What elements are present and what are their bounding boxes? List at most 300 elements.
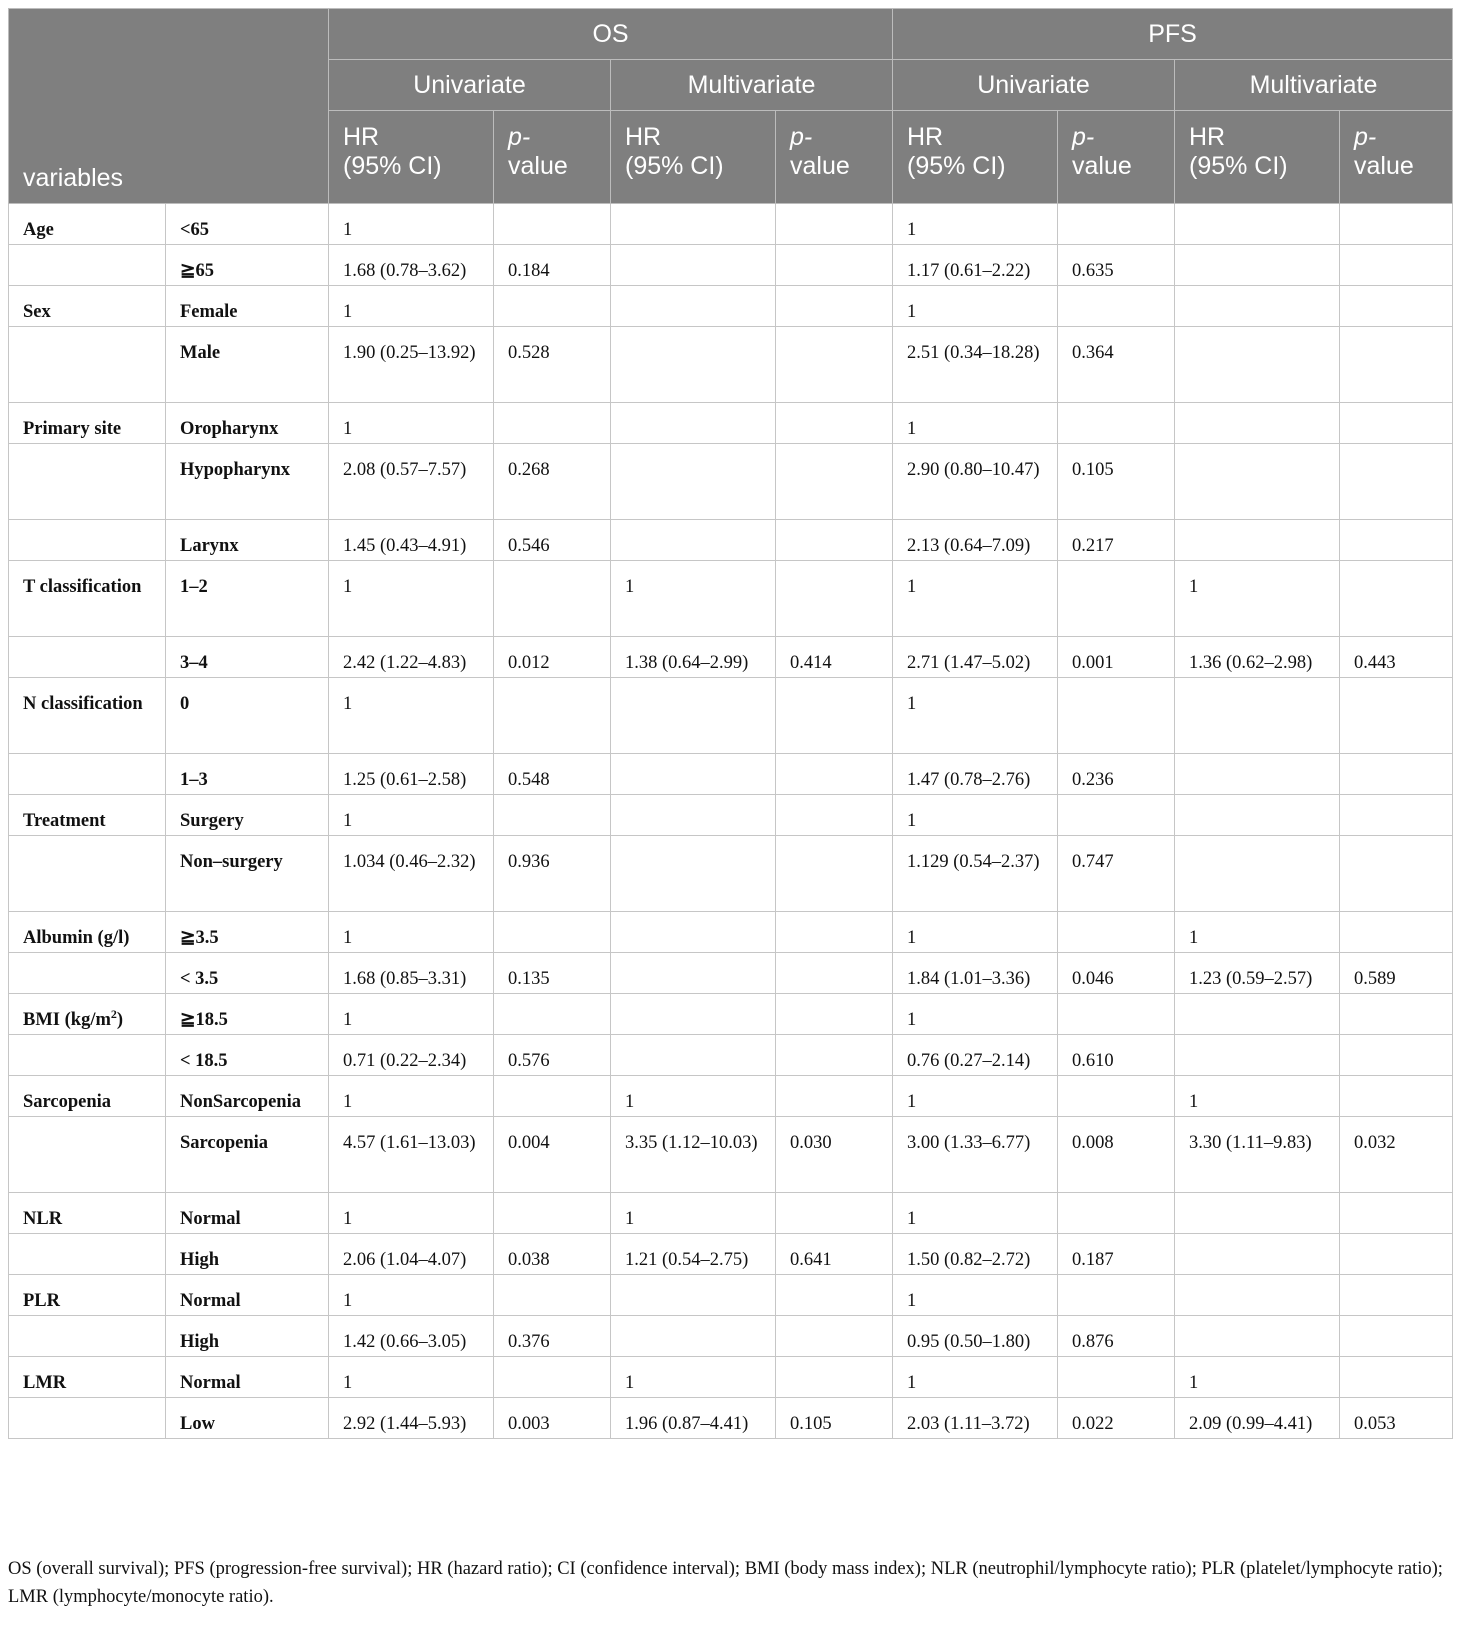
variable-group-cell — [9, 836, 166, 912]
table-row — [9, 520, 1453, 561]
header-os-univariate-p-value — [494, 111, 611, 204]
p-value-cell-pfs-multi-p — [1340, 1193, 1453, 1234]
p-value-cell-os-multi-p — [776, 1316, 893, 1357]
p-value-cell-pfs-uni-p: 0.187 — [1058, 1234, 1175, 1275]
p-value-cell-pfs-uni-p — [1058, 678, 1175, 754]
variable-group-label: Primary site — [23, 419, 122, 439]
hr-cell-os-multi-hr — [611, 204, 776, 245]
p-value-cell-pfs-uni-p — [1058, 994, 1175, 1035]
p-value-cell-pfs-uni-p: 0.635 — [1058, 245, 1175, 286]
hr-cell-os-uni-hr: 1.68 (0.78–3.62) — [329, 245, 494, 286]
hr-cell-os-multi-hr — [611, 912, 776, 953]
p-value-cell-pfs-uni-p: 0.008 — [1058, 1117, 1175, 1193]
header-os-univariate-hr — [329, 111, 494, 204]
p-value-cell-pfs-uni-p: 0.046 — [1058, 953, 1175, 994]
p-value-cell-pfs-uni-p: 0.610 — [1058, 1035, 1175, 1076]
variable-group-label: NLR — [23, 1209, 63, 1229]
table-row — [9, 912, 1453, 953]
variable-group-label: Age — [23, 220, 54, 240]
p-value-cell-pfs-multi-p — [1340, 520, 1453, 561]
hr-cell-pfs-uni-hr: 1 — [893, 678, 1058, 754]
variable-group-label: LMR — [23, 1373, 67, 1393]
hr-cell-pfs-uni-hr: 1 — [893, 1193, 1058, 1234]
p-value-cell-pfs-uni-p: 0.105 — [1058, 444, 1175, 520]
hr-cell-os-multi-hr: 1 — [611, 1357, 776, 1398]
variable-group-label: Sex — [23, 302, 51, 322]
hr-cell-os-multi-hr — [611, 444, 776, 520]
p-value-cell-os-uni-p — [494, 1193, 611, 1234]
header-line: (95% CI) — [343, 152, 442, 180]
hr-cell-pfs-uni-hr: 1 — [893, 1357, 1058, 1398]
p-value-cell-os-multi-p — [776, 245, 893, 286]
hr-cell-os-multi-hr: 1.21 (0.54–2.75) — [611, 1234, 776, 1275]
p-value-cell-os-multi-p — [776, 561, 893, 637]
p-value-cell-os-uni-p — [494, 403, 611, 444]
p-value-cell-pfs-uni-p — [1058, 286, 1175, 327]
header-line: p- — [508, 123, 531, 151]
p-value-cell-os-multi-p — [776, 994, 893, 1035]
hr-cell-os-multi-hr: 3.35 (1.12–10.03) — [611, 1117, 776, 1193]
table-row — [9, 1035, 1453, 1076]
hr-cell-os-multi-hr — [611, 1035, 776, 1076]
p-value-cell-os-multi-p: 0.030 — [776, 1117, 893, 1193]
table-row — [9, 678, 1453, 754]
p-value-cell-os-multi-p — [776, 1076, 893, 1117]
variable-group-cell — [9, 444, 166, 520]
variable-group-cell — [9, 953, 166, 994]
hr-cell-pfs-multi-hr — [1175, 678, 1340, 754]
hr-cell-pfs-multi-hr — [1175, 327, 1340, 403]
table-row — [9, 994, 1453, 1035]
variable-category-cell: High — [166, 1316, 329, 1357]
variable-category-cell: Oropharynx — [166, 403, 329, 444]
p-value-cell-os-uni-p — [494, 994, 611, 1035]
variable-category-cell: <65 — [166, 204, 329, 245]
hr-cell-pfs-multi-hr — [1175, 1035, 1340, 1076]
table-row — [9, 1234, 1453, 1275]
header-os-multivariate-hr — [611, 111, 776, 204]
p-value-cell-os-multi-p — [776, 1193, 893, 1234]
hr-cell-pfs-multi-hr — [1175, 754, 1340, 795]
p-value-cell-os-uni-p — [494, 1275, 611, 1316]
hr-cell-pfs-uni-hr: 0.95 (0.50–1.80) — [893, 1316, 1058, 1357]
variable-category-cell: ≧18.5 — [166, 994, 329, 1035]
variable-category-cell: 3–4 — [166, 637, 329, 678]
header-line: p- — [790, 123, 813, 151]
hr-cell-pfs-multi-hr — [1175, 403, 1340, 444]
header-line: value — [508, 152, 568, 180]
p-value-cell-pfs-multi-p — [1340, 245, 1453, 286]
variable-group-cell — [9, 245, 166, 286]
p-value-cell-pfs-uni-p: 0.217 — [1058, 520, 1175, 561]
variable-category-cell: ≧65 — [166, 245, 329, 286]
hr-cell-pfs-uni-hr: 1.84 (1.01–3.36) — [893, 953, 1058, 994]
hr-cell-os-multi-hr — [611, 520, 776, 561]
hr-cell-os-uni-hr: 1 — [329, 678, 494, 754]
p-value-cell-os-multi-p — [776, 1275, 893, 1316]
hr-cell-pfs-uni-hr: 1 — [893, 912, 1058, 953]
variable-category-cell: Normal — [166, 1193, 329, 1234]
variable-group-cell — [9, 1234, 166, 1275]
hr-cell-os-uni-hr: 1 — [329, 1076, 494, 1117]
hr-cell-os-multi-hr: 1 — [611, 561, 776, 637]
p-value-cell-os-uni-p: 0.936 — [494, 836, 611, 912]
variable-category-cell: Larynx — [166, 520, 329, 561]
table-row — [9, 245, 1453, 286]
header-row-groups — [9, 9, 1453, 60]
hr-cell-os-multi-hr: 1.96 (0.87–4.41) — [611, 1398, 776, 1439]
p-value-cell-os-uni-p — [494, 1076, 611, 1117]
table-container — [8, 8, 1452, 1439]
variable-group-cell — [9, 1398, 166, 1439]
hr-cell-os-multi-hr — [611, 245, 776, 286]
hr-cell-pfs-multi-hr — [1175, 1234, 1340, 1275]
p-value-cell-os-uni-p: 0.528 — [494, 327, 611, 403]
hr-cell-os-multi-hr — [611, 286, 776, 327]
hr-cell-pfs-multi-hr: 2.09 (0.99–4.41) — [1175, 1398, 1340, 1439]
header-pfs-multivariate-p-value — [1340, 111, 1453, 204]
p-value-cell-os-multi-p — [776, 795, 893, 836]
p-value-cell-os-uni-p — [494, 204, 611, 245]
variable-group-label: N classification — [23, 694, 143, 714]
p-value-cell-os-uni-p: 0.012 — [494, 637, 611, 678]
p-value-cell-os-uni-p — [494, 795, 611, 836]
hr-cell-os-uni-hr: 1 — [329, 1275, 494, 1316]
hr-cell-pfs-uni-hr: 2.71 (1.47–5.02) — [893, 637, 1058, 678]
variable-category-cell: NonSarcopenia — [166, 1076, 329, 1117]
hr-cell-pfs-uni-hr: 1.50 (0.82–2.72) — [893, 1234, 1058, 1275]
header-pfs-univariate: Univariate — [893, 60, 1175, 111]
hr-cell-os-uni-hr: 1.25 (0.61–2.58) — [329, 754, 494, 795]
p-value-cell-os-uni-p: 0.546 — [494, 520, 611, 561]
variable-group-cell — [9, 1035, 166, 1076]
variable-category-cell: Surgery — [166, 795, 329, 836]
variable-category-cell: High — [166, 1234, 329, 1275]
hr-cell-os-uni-hr: 2.92 (1.44–5.93) — [329, 1398, 494, 1439]
header-line: value — [1072, 152, 1132, 180]
p-value-cell-os-multi-p — [776, 1357, 893, 1398]
table-row — [9, 637, 1453, 678]
p-value-cell-pfs-multi-p — [1340, 678, 1453, 754]
variable-group-cell — [9, 403, 166, 444]
hr-cell-pfs-uni-hr: 1 — [893, 204, 1058, 245]
table-row — [9, 1117, 1453, 1193]
p-value-cell-pfs-uni-p — [1058, 1357, 1175, 1398]
p-value-cell-os-uni-p: 0.003 — [494, 1398, 611, 1439]
p-value-cell-os-uni-p: 0.548 — [494, 754, 611, 795]
header-pfs-multivariate: Multivariate — [1175, 60, 1453, 111]
p-value-cell-os-multi-p — [776, 1035, 893, 1076]
p-value-cell-os-uni-p: 0.004 — [494, 1117, 611, 1193]
variable-group-cell — [9, 327, 166, 403]
p-value-cell-pfs-multi-p — [1340, 204, 1453, 245]
table-row — [9, 795, 1453, 836]
table-row — [9, 561, 1453, 637]
header-pfs-univariate-p-value — [1058, 111, 1175, 204]
variable-group-cell — [9, 795, 166, 836]
variable-group-cell — [9, 1316, 166, 1357]
variable-group-label: T classification — [23, 577, 142, 597]
p-value-cell-os-multi-p — [776, 912, 893, 953]
hr-cell-pfs-multi-hr — [1175, 1275, 1340, 1316]
header-line: (95% CI) — [907, 152, 1006, 180]
table-row — [9, 836, 1453, 912]
hr-cell-os-uni-hr: 2.42 (1.22–4.83) — [329, 637, 494, 678]
p-value-cell-pfs-multi-p: 0.443 — [1340, 637, 1453, 678]
variable-category-cell: Low — [166, 1398, 329, 1439]
p-value-cell-os-multi-p — [776, 286, 893, 327]
p-value-cell-pfs-multi-p — [1340, 836, 1453, 912]
header-os-univariate: Univariate — [329, 60, 611, 111]
header-os: OS — [329, 9, 893, 60]
hr-cell-os-multi-hr — [611, 754, 776, 795]
hr-cell-os-multi-hr: 1 — [611, 1076, 776, 1117]
header-line: value — [790, 152, 850, 180]
variable-group-label: Albumin (g/l) — [23, 928, 130, 948]
variable-category-cell: Male — [166, 327, 329, 403]
p-value-cell-pfs-uni-p: 0.022 — [1058, 1398, 1175, 1439]
header-line: (95% CI) — [625, 152, 724, 180]
table-body — [9, 204, 1453, 1439]
p-value-cell-pfs-uni-p — [1058, 1193, 1175, 1234]
table-row — [9, 444, 1453, 520]
variable-category-cell: < 3.5 — [166, 953, 329, 994]
variable-group-cell — [9, 286, 166, 327]
p-value-cell-os-multi-p: 0.414 — [776, 637, 893, 678]
hr-cell-pfs-multi-hr — [1175, 795, 1340, 836]
p-value-cell-os-uni-p — [494, 561, 611, 637]
p-value-cell-pfs-multi-p — [1340, 403, 1453, 444]
hr-cell-pfs-multi-hr: 1 — [1175, 1076, 1340, 1117]
hr-cell-pfs-uni-hr: 1 — [893, 403, 1058, 444]
hr-cell-os-uni-hr: 1 — [329, 561, 494, 637]
hr-cell-os-uni-hr: 1 — [329, 994, 494, 1035]
hr-cell-os-uni-hr: 1.90 (0.25–13.92) — [329, 327, 494, 403]
hr-cell-os-uni-hr: 1.68 (0.85–3.31) — [329, 953, 494, 994]
p-value-cell-os-multi-p — [776, 204, 893, 245]
header-pfs-multivariate-hr — [1175, 111, 1340, 204]
p-value-cell-os-multi-p — [776, 403, 893, 444]
table-row — [9, 1357, 1453, 1398]
hr-cell-pfs-multi-hr — [1175, 204, 1340, 245]
variable-category-cell: Normal — [166, 1357, 329, 1398]
hr-cell-pfs-multi-hr: 1 — [1175, 912, 1340, 953]
hr-cell-os-uni-hr: 1.45 (0.43–4.91) — [329, 520, 494, 561]
variable-group-cell — [9, 1275, 166, 1316]
hr-cell-os-uni-hr: 4.57 (1.61–13.03) — [329, 1117, 494, 1193]
hr-cell-os-uni-hr: 2.06 (1.04–4.07) — [329, 1234, 494, 1275]
p-value-cell-pfs-multi-p — [1340, 795, 1453, 836]
p-value-cell-pfs-multi-p — [1340, 912, 1453, 953]
hr-cell-pfs-uni-hr: 0.76 (0.27–2.14) — [893, 1035, 1058, 1076]
variable-group-label: Sarcopenia — [23, 1092, 112, 1112]
p-value-cell-os-multi-p: 0.105 — [776, 1398, 893, 1439]
p-value-cell-pfs-multi-p: 0.053 — [1340, 1398, 1453, 1439]
hr-cell-pfs-uni-hr: 1.47 (0.78–2.76) — [893, 754, 1058, 795]
p-value-cell-os-multi-p — [776, 327, 893, 403]
variable-group-cell — [9, 754, 166, 795]
hr-cell-pfs-multi-hr: 1 — [1175, 1357, 1340, 1398]
hr-cell-os-uni-hr: 1 — [329, 1357, 494, 1398]
hr-cell-pfs-uni-hr: 1 — [893, 795, 1058, 836]
hr-cell-pfs-uni-hr: 2.13 (0.64–7.09) — [893, 520, 1058, 561]
p-value-cell-os-multi-p — [776, 836, 893, 912]
p-value-cell-os-uni-p: 0.135 — [494, 953, 611, 994]
p-value-cell-os-multi-p — [776, 678, 893, 754]
table-row — [9, 1076, 1453, 1117]
variable-category-cell: 0 — [166, 678, 329, 754]
p-value-cell-os-uni-p: 0.268 — [494, 444, 611, 520]
header-line: HR — [907, 123, 944, 151]
p-value-cell-pfs-multi-p — [1340, 1275, 1453, 1316]
hr-cell-pfs-uni-hr: 1 — [893, 286, 1058, 327]
header-pfs: PFS — [893, 9, 1453, 60]
table-row — [9, 1316, 1453, 1357]
p-value-cell-os-multi-p — [776, 953, 893, 994]
header-line: HR — [343, 123, 380, 151]
hr-cell-os-multi-hr — [611, 678, 776, 754]
p-value-cell-pfs-multi-p — [1340, 444, 1453, 520]
variable-category-cell: Hypopharynx — [166, 444, 329, 520]
header-variables: variables — [9, 9, 329, 204]
variable-group-cell — [9, 678, 166, 754]
p-value-cell-pfs-multi-p — [1340, 561, 1453, 637]
hazard-ratio-table — [8, 8, 1453, 1439]
hr-cell-os-uni-hr: 1 — [329, 912, 494, 953]
p-value-cell-pfs-multi-p — [1340, 1316, 1453, 1357]
p-value-cell-pfs-uni-p: 0.876 — [1058, 1316, 1175, 1357]
hr-cell-pfs-multi-hr: 1.36 (0.62–2.98) — [1175, 637, 1340, 678]
p-value-cell-pfs-uni-p — [1058, 1275, 1175, 1316]
variable-group-cell — [9, 994, 166, 1035]
variable-group-cell — [9, 1076, 166, 1117]
hr-cell-pfs-multi-hr — [1175, 520, 1340, 561]
p-value-cell-os-uni-p — [494, 912, 611, 953]
hr-cell-pfs-uni-hr: 1.17 (0.61–2.22) — [893, 245, 1058, 286]
hr-cell-pfs-multi-hr — [1175, 286, 1340, 327]
p-value-cell-pfs-multi-p — [1340, 1035, 1453, 1076]
p-value-cell-os-multi-p — [776, 520, 893, 561]
p-value-cell-pfs-uni-p: 0.001 — [1058, 637, 1175, 678]
p-value-cell-pfs-multi-p — [1340, 1234, 1453, 1275]
variable-category-cell: Normal — [166, 1275, 329, 1316]
hr-cell-os-multi-hr — [611, 403, 776, 444]
variable-category-cell: Sarcopenia — [166, 1117, 329, 1193]
variable-group-label: PLR — [23, 1291, 60, 1311]
hr-cell-pfs-multi-hr — [1175, 245, 1340, 286]
hr-cell-pfs-uni-hr: 2.03 (1.11–3.72) — [893, 1398, 1058, 1439]
hr-cell-pfs-multi-hr — [1175, 994, 1340, 1035]
hr-cell-os-multi-hr: 1.38 (0.64–2.99) — [611, 637, 776, 678]
variable-group-superscript: 2 — [110, 1006, 117, 1021]
variable-category-cell: Female — [166, 286, 329, 327]
p-value-cell-pfs-multi-p — [1340, 327, 1453, 403]
variable-group-cell — [9, 204, 166, 245]
hr-cell-os-multi-hr — [611, 327, 776, 403]
hr-cell-pfs-uni-hr: 1 — [893, 561, 1058, 637]
hr-cell-pfs-multi-hr — [1175, 1193, 1340, 1234]
header-line: p- — [1072, 123, 1095, 151]
hr-cell-os-uni-hr: 1 — [329, 204, 494, 245]
hr-cell-pfs-uni-hr: 2.90 (0.80–10.47) — [893, 444, 1058, 520]
p-value-cell-os-uni-p: 0.038 — [494, 1234, 611, 1275]
p-value-cell-pfs-uni-p — [1058, 912, 1175, 953]
hr-cell-os-uni-hr: 2.08 (0.57–7.57) — [329, 444, 494, 520]
table-row — [9, 327, 1453, 403]
p-value-cell-os-multi-p — [776, 754, 893, 795]
variable-group-cell — [9, 561, 166, 637]
header-pfs-univariate-hr — [893, 111, 1058, 204]
header-line: HR — [625, 123, 662, 151]
hr-cell-pfs-uni-hr: 1 — [893, 1076, 1058, 1117]
variable-group-label: Treatment — [23, 811, 106, 831]
hr-cell-pfs-multi-hr: 3.30 (1.11–9.83) — [1175, 1117, 1340, 1193]
hr-cell-os-multi-hr — [611, 836, 776, 912]
variable-category-cell: < 18.5 — [166, 1035, 329, 1076]
hr-cell-pfs-uni-hr: 2.51 (0.34–18.28) — [893, 327, 1058, 403]
p-value-cell-pfs-uni-p — [1058, 403, 1175, 444]
variable-group-label: BMI (kg/m — [23, 1010, 111, 1030]
p-value-cell-os-uni-p — [494, 1357, 611, 1398]
hr-cell-os-uni-hr: 1 — [329, 286, 494, 327]
hr-cell-os-uni-hr: 1.42 (0.66–3.05) — [329, 1316, 494, 1357]
table-row — [9, 1275, 1453, 1316]
hr-cell-os-multi-hr — [611, 953, 776, 994]
variable-group-cell — [9, 912, 166, 953]
table-row — [9, 953, 1453, 994]
p-value-cell-pfs-uni-p — [1058, 204, 1175, 245]
p-value-cell-os-uni-p — [494, 678, 611, 754]
variable-category-cell: 1–2 — [166, 561, 329, 637]
p-value-cell-pfs-uni-p — [1058, 1076, 1175, 1117]
p-value-cell-os-uni-p: 0.576 — [494, 1035, 611, 1076]
p-value-cell-os-uni-p: 0.376 — [494, 1316, 611, 1357]
p-value-cell-pfs-multi-p: 0.589 — [1340, 953, 1453, 994]
table-row — [9, 403, 1453, 444]
p-value-cell-pfs-multi-p — [1340, 1076, 1453, 1117]
p-value-cell-os-multi-p — [776, 444, 893, 520]
header-line: value — [1354, 152, 1414, 180]
variable-group-cell — [9, 1357, 166, 1398]
variable-category-cell: Non–surgery — [166, 836, 329, 912]
hr-cell-pfs-multi-hr: 1 — [1175, 561, 1340, 637]
hr-cell-os-multi-hr — [611, 1316, 776, 1357]
hr-cell-os-uni-hr: 1.034 (0.46–2.32) — [329, 836, 494, 912]
hr-cell-os-uni-hr: 1 — [329, 795, 494, 836]
table-footnote: OS (overall survival); PFS (progression-free survival); HR (hazard ratio); CI (confidence interval); BMI (body mass index); NLR (neutrophil/lymphocyte ratio); PLR (platelet/lymphocyte ratio); LMR (lymphocyte/monocyte ratio). — [8, 1559, 1443, 1607]
p-value-cell-pfs-uni-p: 0.236 — [1058, 754, 1175, 795]
p-value-cell-pfs-multi-p — [1340, 286, 1453, 327]
variable-group-cell — [9, 1117, 166, 1193]
header-os-multivariate: Multivariate — [611, 60, 893, 111]
table-row — [9, 1193, 1453, 1234]
p-value-cell-pfs-uni-p: 0.364 — [1058, 327, 1175, 403]
hr-cell-os-uni-hr: 0.71 (0.22–2.34) — [329, 1035, 494, 1076]
hr-cell-pfs-multi-hr — [1175, 444, 1340, 520]
p-value-cell-pfs-multi-p — [1340, 994, 1453, 1035]
hr-cell-os-multi-hr — [611, 795, 776, 836]
p-value-cell-os-multi-p: 0.641 — [776, 1234, 893, 1275]
p-value-cell-pfs-uni-p: 0.747 — [1058, 836, 1175, 912]
header-line: (95% CI) — [1189, 152, 1288, 180]
hr-cell-pfs-uni-hr: 1.129 (0.54–2.37) — [893, 836, 1058, 912]
hr-cell-pfs-multi-hr — [1175, 836, 1340, 912]
header-line: HR — [1189, 123, 1226, 151]
table-row — [9, 754, 1453, 795]
header-os-multivariate-p-value — [776, 111, 893, 204]
table-row — [9, 286, 1453, 327]
variable-group-cell — [9, 1193, 166, 1234]
